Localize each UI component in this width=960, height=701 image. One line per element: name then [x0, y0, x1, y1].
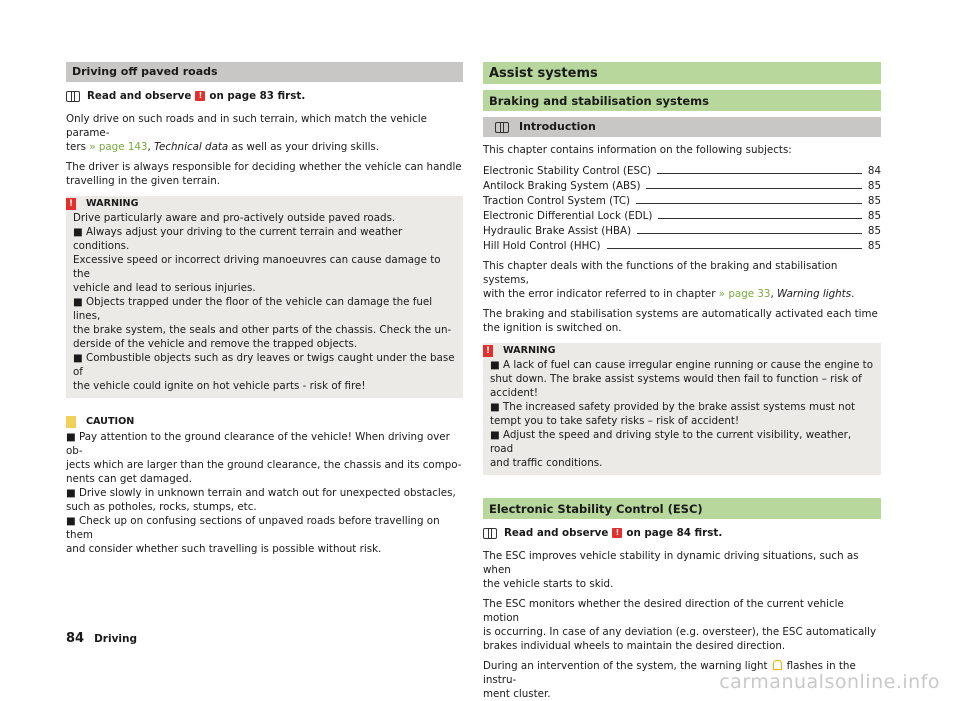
intro-text: This chapter contains information on the following subjects: — [483, 144, 792, 156]
toc-item[interactable] — [483, 223, 881, 238]
text-segment: , — [147, 141, 155, 153]
toc-title: Traction Control System (TC) — [483, 195, 631, 207]
intro-title: Introduction — [519, 119, 596, 133]
toc-item[interactable] — [483, 163, 881, 178]
text-segment: flashes in the instru- — [483, 660, 856, 686]
warning-line: the vehicle could ignite on hot vehicle parts - risk of fire! — [73, 380, 366, 392]
text-segment: During an intervention of the system, the warning light — [483, 660, 768, 672]
warning-label: WARNING — [503, 344, 556, 356]
text-line: the vehicle starts to skid. — [483, 578, 614, 590]
text-line: ment cluster. — [483, 688, 551, 700]
paragraph — [66, 112, 463, 154]
toc-page: 84 — [867, 165, 881, 177]
section-title-driving-off-paved-roads: Driving off paved roads — [66, 62, 463, 82]
paragraph — [483, 597, 881, 653]
read-observe-line — [66, 89, 463, 103]
warning-box — [66, 196, 463, 398]
warning-line: ■ The increased safety provided by the brake assist systems must not — [490, 401, 856, 413]
text-line: is occurring. In case of any deviation (e.g. oversteer), the ESC automatically — [483, 626, 877, 638]
caution-line: such as potholes, rocks, stumps, etc. — [66, 501, 257, 513]
toc-item[interactable] — [483, 208, 881, 223]
warning-line: ■ Combustible objects such as dry leaves or twigs caught under the base of — [73, 352, 455, 378]
toc-page: 85 — [867, 240, 881, 252]
warning-line: accident! — [490, 387, 539, 399]
read-observe-prefix: Read and observe — [87, 90, 192, 102]
paragraph — [66, 160, 463, 188]
esc-warning-light-icon — [772, 659, 783, 670]
caution-line: jects which are larger than the ground clearance, the chassis and its compo- — [66, 459, 462, 471]
warning-box — [483, 343, 881, 475]
footer-section-label: Driving — [94, 633, 138, 645]
toc-page: 85 — [867, 225, 881, 237]
text-line: the ignition is switched on. — [483, 322, 622, 334]
warning-icon: ! — [66, 198, 76, 210]
warning-line: ■ A lack of fuel can cause irregular engine running or cause the engine to — [490, 359, 874, 371]
toc-title: Hydraulic Brake Assist (HBA) — [483, 225, 632, 237]
chapter-title: Assist systems — [483, 62, 881, 84]
paragraph — [483, 549, 881, 591]
toc-item[interactable] — [483, 193, 881, 208]
warning-line: Drive particularly aware and pro-actively outside paved roads. — [73, 212, 396, 224]
text-line: The driver is always responsible for deciding whether the vehicle can handle — [66, 161, 462, 173]
toc-leader — [658, 218, 861, 219]
text-segment: as well as your driving skills. — [228, 141, 380, 153]
caution-header — [66, 414, 463, 430]
caution-line: ■ Check up on confusing sections of unpaved roads before travelling on them — [66, 515, 440, 541]
caution-label: CAUTION — [86, 416, 135, 428]
toc-title: Electronic Differential Lock (EDL) — [483, 210, 653, 222]
toc-title: Antilock Braking System (ABS) — [483, 180, 641, 192]
toc-title: Hill Hold Control (HHC) — [483, 240, 601, 252]
toc-item[interactable] — [483, 238, 881, 253]
warning-icon: ! — [483, 345, 493, 357]
page-link[interactable]: » page 33 — [718, 288, 771, 300]
caution-line: nents can get damaged. — [66, 473, 192, 485]
toc-leader — [636, 203, 862, 204]
chapter-reference: Warning lights — [777, 288, 852, 300]
paragraph — [483, 307, 881, 335]
text-line: Only drive on such roads and in such terrain, which match the vehicle parame- — [66, 113, 427, 139]
toc-page: 85 — [867, 210, 881, 222]
toc-leader — [637, 233, 862, 234]
book-icon — [66, 91, 80, 101]
warning-line: the brake system, the seals and other parts of the chassis. Check the un- — [73, 324, 452, 336]
text-segment: with the error indicator referred to in chapter — [483, 288, 719, 300]
page-number: 84 — [66, 631, 85, 646]
toc-leader — [657, 173, 862, 174]
text-line: travelling in the given terrain. — [66, 175, 221, 187]
warning-header — [66, 196, 456, 211]
text-segment: . — [851, 288, 855, 300]
read-observe-suffix: on page 84 first. — [626, 527, 723, 539]
toc-item[interactable] — [483, 178, 881, 193]
caution-icon — [66, 416, 76, 428]
warning-label: WARNING — [86, 197, 139, 209]
warning-line: ■ Adjust the speed and driving style to the current visibility, weather, road — [490, 429, 852, 455]
section-title-esc: Electronic Stability Control (ESC) — [483, 498, 881, 519]
text-line: The ESC improves vehicle stability in dynamic driving situations, such as when — [483, 550, 859, 576]
warning-line: shut down. The brake assist systems would then fail to function – risk of — [490, 373, 862, 385]
caution-box — [66, 414, 463, 556]
watermark: carmanualsonline.info — [719, 671, 940, 693]
warning-line: vehicle and lead to serious injuries. — [73, 282, 256, 294]
caution-line: ■ Drive slowly in unknown terrain and watch out for unexpected obstacles, — [66, 487, 456, 499]
warning-line: tempt you to take safety risks – risk of accident! — [490, 415, 740, 427]
toc-leader — [646, 188, 861, 189]
warning-line: and traffic conditions. — [490, 457, 603, 469]
chapter-reference: Technical data — [154, 141, 229, 153]
left-column — [66, 62, 463, 556]
text-line: The ESC monitors whether the desired direction of the current vehicle motion — [483, 598, 844, 624]
table-of-contents — [483, 163, 881, 253]
warning-line: ■ Always adjust your driving to the current terrain and weather conditions. — [73, 226, 403, 252]
text-line: The braking and stabilisation systems are automatically activated each time — [483, 308, 878, 320]
page-link[interactable]: » page 143 — [89, 141, 148, 153]
text-segment: ters — [66, 141, 90, 153]
warning-line: derside of the vehicle and remove the trapped objects. — [73, 338, 358, 350]
warning-line: Excessive speed or incorrect driving manoeuvres can cause damage to the — [73, 254, 441, 280]
page-footer — [66, 630, 137, 648]
toc-leader — [607, 248, 862, 249]
intro-header — [483, 117, 881, 137]
text-line: brakes individual wheels to maintain the desired direction. — [483, 640, 786, 652]
text-line: This chapter deals with the functions of the braking and stabilisation systems, — [483, 260, 838, 286]
book-icon — [495, 122, 509, 132]
text-segment: , — [770, 288, 777, 300]
caution-line: ■ Pay attention to the ground clearance of the vehicle! When driving over ob- — [66, 431, 450, 457]
warning-line: ■ Objects trapped under the floor of the vehicle can damage the fuel lines, — [73, 296, 433, 322]
read-observe-suffix: on page 83 first. — [209, 90, 306, 102]
warning-icon: ! — [195, 91, 205, 101]
toc-title: Electronic Stability Control (ESC) — [483, 165, 652, 177]
right-column — [483, 62, 881, 701]
read-observe-prefix: Read and observe — [504, 527, 609, 539]
warning-header — [483, 343, 874, 358]
warning-icon: ! — [612, 528, 622, 538]
section-title-braking: Braking and stabilisation systems — [483, 90, 881, 111]
toc-page: 85 — [867, 195, 881, 207]
read-observe-line — [483, 526, 881, 540]
paragraph — [483, 259, 881, 301]
toc-page: 85 — [867, 180, 881, 192]
caution-line: and consider whether such travelling is possible without risk. — [66, 543, 382, 555]
book-icon — [483, 528, 497, 538]
